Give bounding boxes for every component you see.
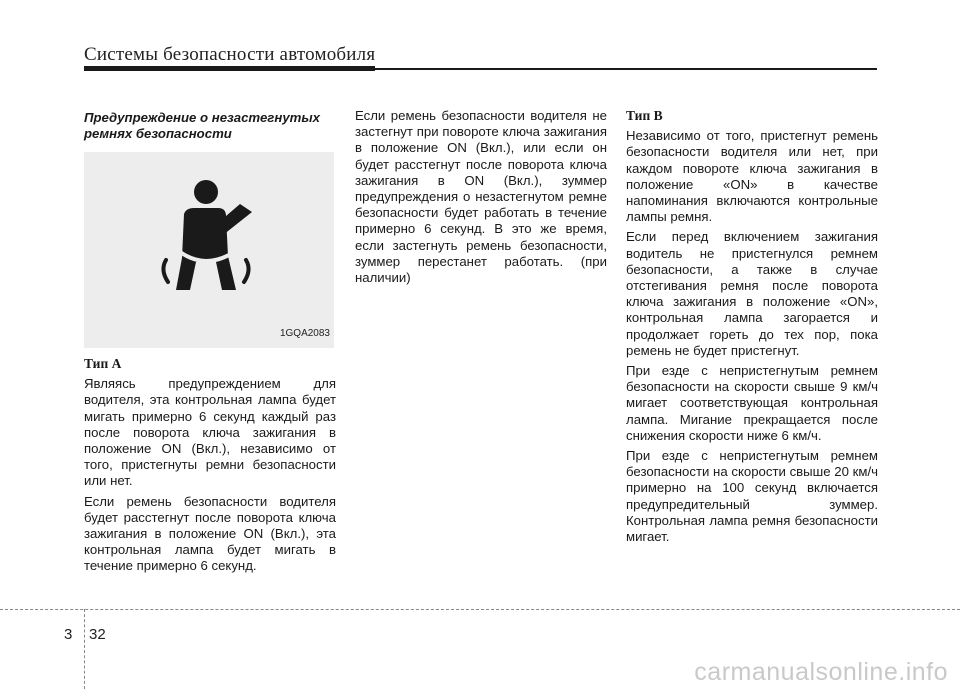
paragraph: Если ремень безопасности водителя не застегнут при повороте ключа зажигания в положение ON (Вкл.), или если он будет расстегнут после поворота ключа зажигания в ON (Вкл.), зуммер предупреждения о незастегнутом ремне безопасности будет работать в течение примерно 6 секунд. В это же время, если застегнуть ремень безопасности, зуммер перестанет работать. (при наличии) bbox=[355, 108, 607, 286]
footer-divider bbox=[0, 609, 960, 610]
header-rule-thin bbox=[375, 68, 877, 70]
paragraph: При езде с непристегнутым ремнем безопасности на скорости свыше 9 км/ч мигает соответствующая контрольная лампа. Мигание прекращается после снижения скорости ниже 6 км/ч. bbox=[626, 363, 878, 443]
seatbelt-warning-icon bbox=[154, 178, 264, 298]
paragraph: Если перед включением зажигания водитель не пристегнулся ремнем безопасности, а также в случае отстегивания ремня после поворота ключа зажигания в положение «ON», контрольная лампа загорается и продолжает гореть до тех пор, пока ремень не будет пристегнут. bbox=[626, 229, 878, 358]
column-1 bbox=[84, 110, 336, 579]
paragraph: Независимо от того, пристегнут ремень безопасности водителя или нет, при каждом повороте ключа зажигания в положение «ON» в качестве напоминания включаются контрольные лампы ремня. bbox=[626, 128, 878, 225]
paragraph: Являясь предупреждением для водителя, эта контрольная лампа будет мигать примерно 6 секунд каждый раз после поворота ключа зажигания в положение ON (Вкл.), независимо от того, пристегнуты ремни безопасности или нет. bbox=[84, 376, 336, 489]
warning-title: Предупреждение о незастегнутых ремнях безопасности bbox=[84, 110, 320, 141]
page-number: 32 bbox=[89, 626, 106, 643]
paragraph: Если ремень безопасности водителя будет расстегнут после поворота ключа зажигания в положение ON (Вкл.), эта контрольная лампа будет мигать в течение примерно 6 секунд. bbox=[84, 493, 336, 574]
chapter-number: 3 bbox=[64, 626, 73, 643]
type-a-label: Тип А bbox=[84, 356, 122, 371]
seatbelt-figure bbox=[84, 152, 334, 348]
column-2 bbox=[355, 108, 607, 290]
watermark: carmanualsonline.info bbox=[694, 658, 948, 686]
type-b-label: Тип В bbox=[626, 108, 663, 123]
column-3 bbox=[626, 108, 878, 549]
footer-vertical-divider bbox=[84, 609, 85, 689]
figure-code: 1GQA2083 bbox=[279, 327, 330, 339]
header-rule-thick bbox=[84, 66, 375, 71]
header-title: Системы безопасности автомобиля bbox=[84, 44, 376, 65]
paragraph: При езде с непристегнутым ремнем безопасности на скорости свыше 20 км/ч примерно на 100 секунд включается предупредительный зуммер. Контрольная лампа ремня безопасности мигает. bbox=[626, 448, 878, 545]
